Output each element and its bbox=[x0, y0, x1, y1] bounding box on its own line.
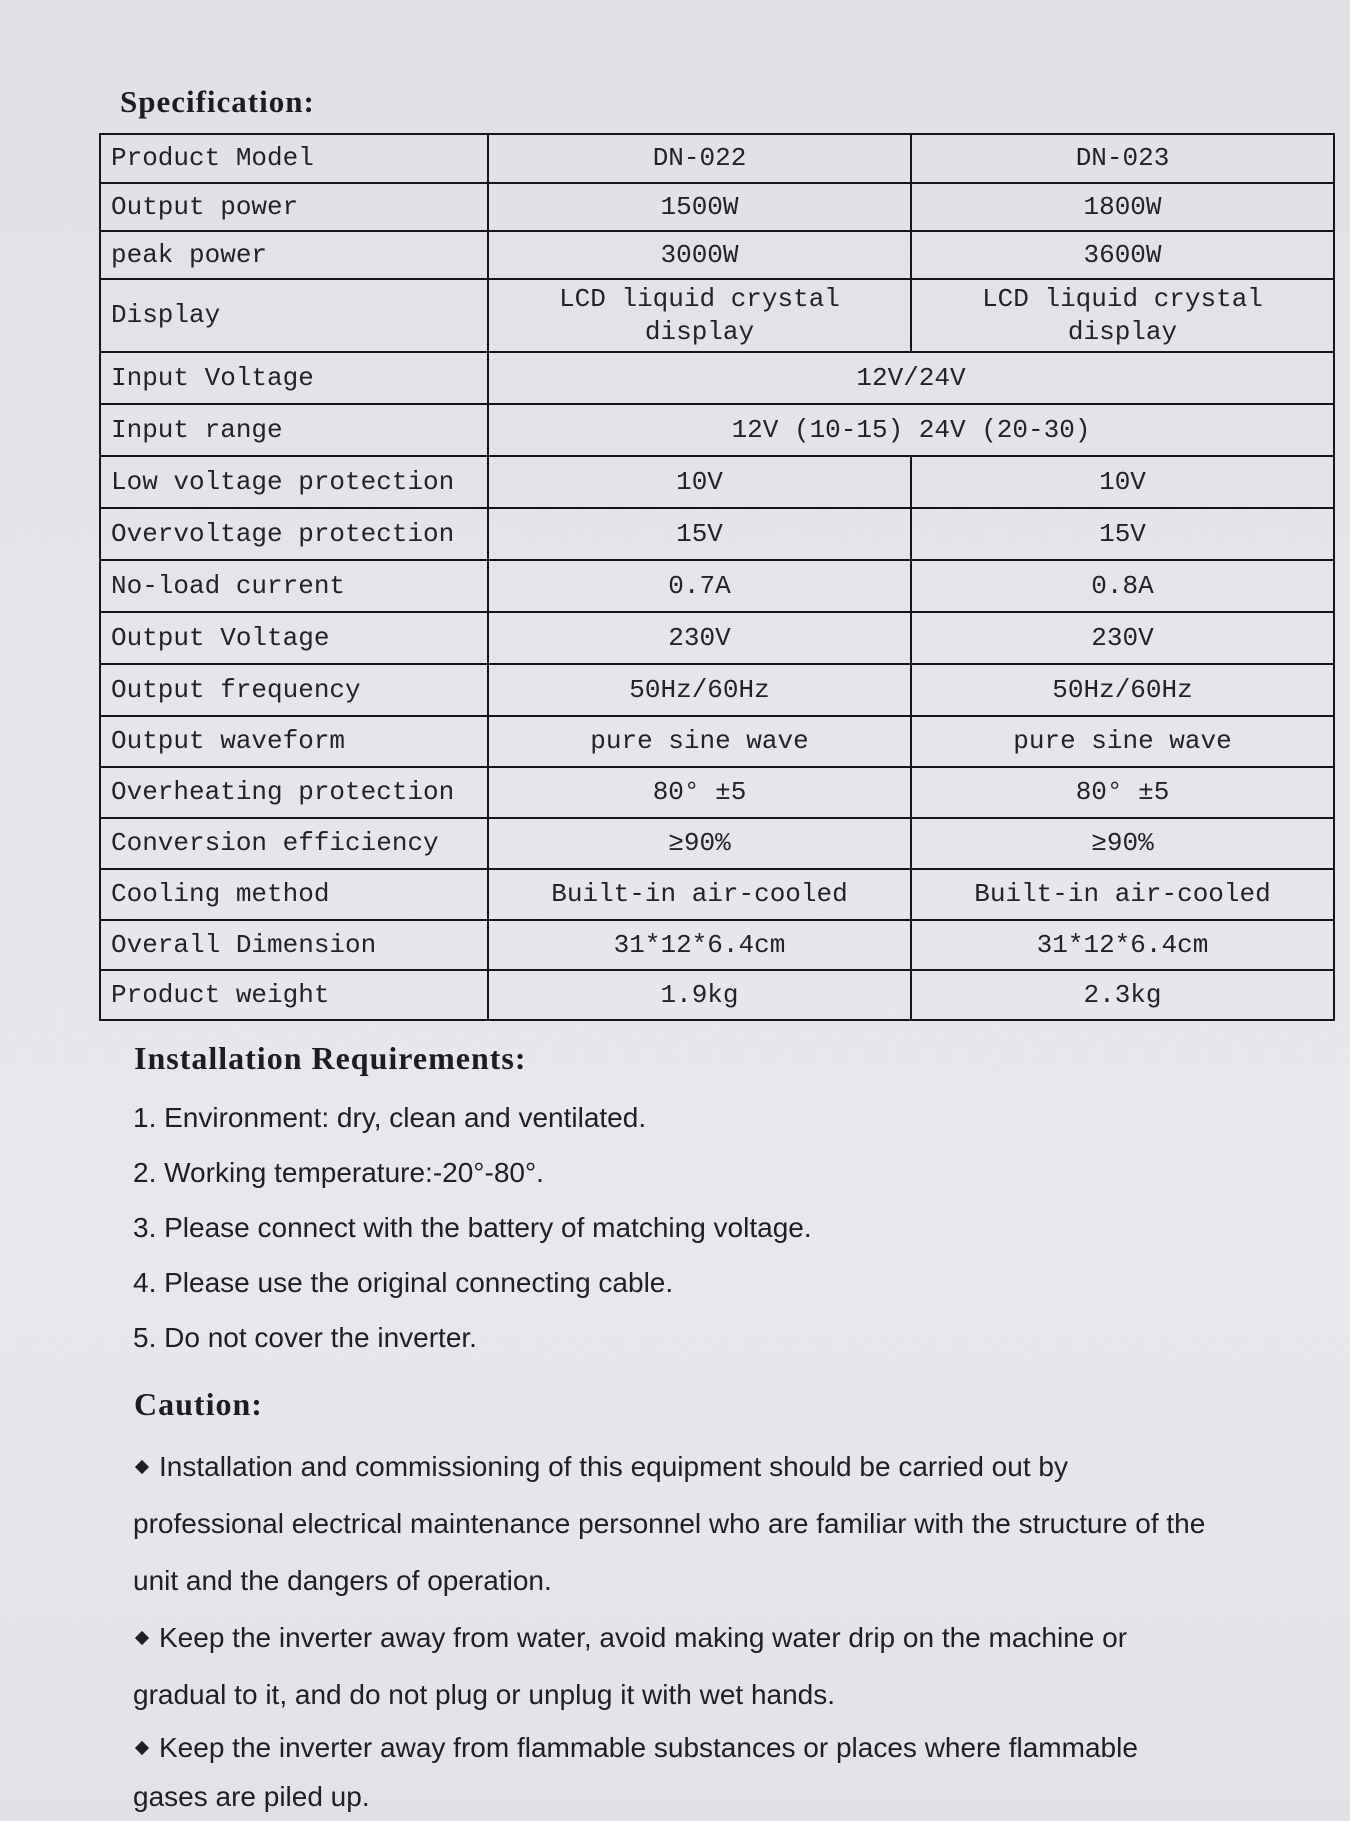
diamond-bullet-icon bbox=[135, 1460, 149, 1474]
cell-dn-022: 3000W bbox=[488, 231, 911, 279]
cell-dn-023: Built-in air-cooled bbox=[911, 869, 1334, 920]
table-row bbox=[100, 869, 1334, 920]
cell-merged: 12V (10-15) 24V (20-30) bbox=[488, 404, 1334, 456]
cell-dn-022: Built-in air-cooled bbox=[488, 869, 911, 920]
table-row bbox=[100, 818, 1334, 869]
table-row bbox=[100, 231, 1334, 279]
table-row bbox=[100, 716, 1334, 767]
list-item: 2. Working temperature:-20°-80°. bbox=[133, 1157, 544, 1188]
table-row bbox=[100, 456, 1334, 508]
cell-dn-023: pure sine wave bbox=[911, 716, 1334, 767]
cell-dn-022: 10V bbox=[488, 456, 911, 508]
row-label: Display bbox=[100, 279, 488, 352]
cell-merged: 12V/24V bbox=[488, 352, 1334, 404]
cell-dn-023: 50Hz/60Hz bbox=[911, 664, 1334, 716]
table-row bbox=[100, 404, 1334, 456]
cell-dn-022: 1.9kg bbox=[488, 970, 911, 1020]
row-label: Output Voltage bbox=[100, 612, 488, 664]
specification-heading: Specification: bbox=[120, 84, 315, 119]
caution-text: Keep the inverter away from flammable substances or places where flammable gases are piled up. bbox=[133, 1732, 1138, 1812]
table-row bbox=[100, 612, 1334, 664]
row-label: Overheating protection bbox=[100, 767, 488, 818]
table-row bbox=[100, 508, 1334, 560]
cell-dn-023: 1800W bbox=[911, 183, 1334, 231]
list-item bbox=[133, 1609, 1213, 1723]
row-label: Input range bbox=[100, 404, 488, 456]
table-row bbox=[100, 767, 1334, 818]
cell-dn-023: 80° ±5 bbox=[911, 767, 1334, 818]
table-row bbox=[100, 920, 1334, 970]
row-label: Input Voltage bbox=[100, 352, 488, 404]
cell-dn-023: 230V bbox=[911, 612, 1334, 664]
cell-dn-022: 1500W bbox=[488, 183, 911, 231]
specification-table bbox=[99, 133, 1335, 1021]
caution-heading: Caution: bbox=[134, 1386, 263, 1422]
table-row bbox=[100, 560, 1334, 612]
row-label: Conversion efficiency bbox=[100, 818, 488, 869]
row-label: Output frequency bbox=[100, 664, 488, 716]
diamond-bullet-icon bbox=[135, 1631, 149, 1645]
table-row bbox=[100, 664, 1334, 716]
table-row bbox=[100, 352, 1334, 404]
list-item: 5. Do not cover the inverter. bbox=[133, 1322, 477, 1353]
cell-dn-023: ≥90% bbox=[911, 818, 1334, 869]
list-item: 3. Please connect with the battery of matching voltage. bbox=[133, 1212, 812, 1243]
list-item bbox=[133, 1723, 1213, 1821]
row-label: Output power bbox=[100, 183, 488, 231]
table-row bbox=[100, 279, 1334, 352]
cell-dn-023: 0.8A bbox=[911, 560, 1334, 612]
list-item bbox=[133, 1438, 1213, 1609]
installation-list bbox=[133, 1098, 812, 1373]
cell-dn-023: 31*12*6.4cm bbox=[911, 920, 1334, 970]
cell-dn-022: 15V bbox=[488, 508, 911, 560]
cell-dn-023: 3600W bbox=[911, 231, 1334, 279]
row-label: Product weight bbox=[100, 970, 488, 1020]
caution-text: Keep the inverter away from water, avoid making water drip on the machine or gradual to it, and do not plug or unplug it with wet hands. bbox=[133, 1622, 1128, 1710]
cell-dn-023: LCD liquid crystal display bbox=[911, 279, 1334, 352]
header-product-model: Product Model bbox=[100, 134, 488, 183]
row-label: Cooling method bbox=[100, 869, 488, 920]
diamond-bullet-icon bbox=[135, 1741, 149, 1755]
table-row bbox=[100, 183, 1334, 231]
cell-dn-022: 230V bbox=[488, 612, 911, 664]
cell-dn-023: 10V bbox=[911, 456, 1334, 508]
row-label: peak power bbox=[100, 231, 488, 279]
list-item: 4. Please use the original connecting cable. bbox=[133, 1267, 674, 1298]
cell-dn-022: 50Hz/60Hz bbox=[488, 664, 911, 716]
cell-dn-022: ≥90% bbox=[488, 818, 911, 869]
cell-dn-022: LCD liquid crystal display bbox=[488, 279, 911, 352]
cell-dn-022: 0.7A bbox=[488, 560, 911, 612]
table-row bbox=[100, 970, 1334, 1020]
table-header-row bbox=[100, 134, 1334, 183]
header-dn-023: DN-023 bbox=[911, 134, 1334, 183]
cell-dn-022: 31*12*6.4cm bbox=[488, 920, 911, 970]
row-label: Low voltage protection bbox=[100, 456, 488, 508]
cell-dn-022: 80° ±5 bbox=[488, 767, 911, 818]
caution-list bbox=[133, 1438, 1213, 1821]
cell-dn-022: pure sine wave bbox=[488, 716, 911, 767]
row-label: Overvoltage protection bbox=[100, 508, 488, 560]
header-dn-022: DN-022 bbox=[488, 134, 911, 183]
cell-dn-023: 2.3kg bbox=[911, 970, 1334, 1020]
cell-dn-023: 15V bbox=[911, 508, 1334, 560]
row-label: No-load current bbox=[100, 560, 488, 612]
row-label: Output waveform bbox=[100, 716, 488, 767]
row-label: Overall Dimension bbox=[100, 920, 488, 970]
installation-heading: Installation Requirements: bbox=[134, 1040, 527, 1076]
caution-text: Installation and commissioning of this equipment should be carried out by professional electrical maintenance personnel who are familiar with the structure of the unit and the dangers of operation. bbox=[133, 1451, 1206, 1596]
list-item: 1. Environment: dry, clean and ventilated. bbox=[133, 1102, 647, 1133]
